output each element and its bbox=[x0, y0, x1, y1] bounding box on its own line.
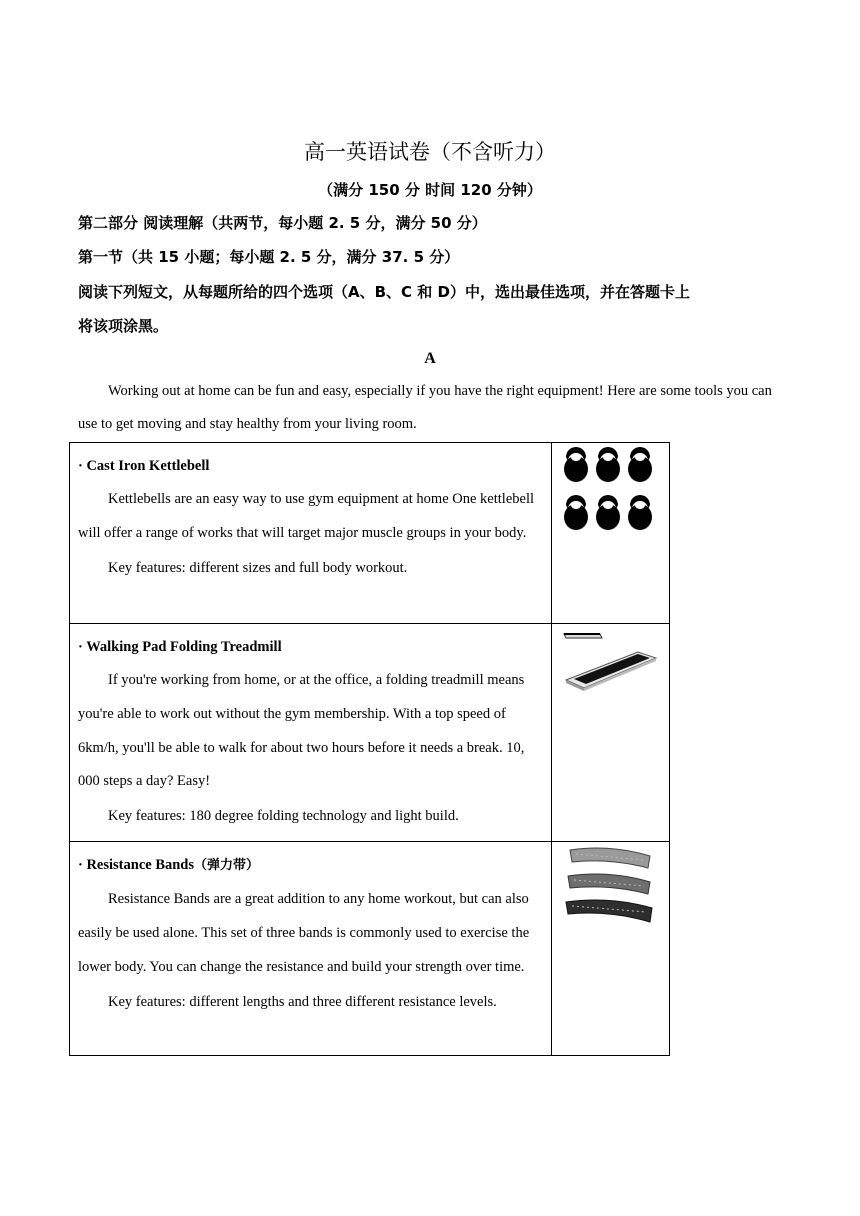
resistance-bands-icon bbox=[560, 842, 660, 932]
product-text-cell bbox=[70, 842, 552, 1056]
product-key-features: Key features: different sizes and full body workout. bbox=[108, 559, 408, 576]
product-name bbox=[78, 848, 543, 883]
product-key-features: Key features: 180 degree folding technology and light build. bbox=[108, 808, 459, 825]
product-name bbox=[78, 449, 543, 483]
resistance-bands-image bbox=[552, 842, 669, 932]
product-text-cell bbox=[70, 624, 552, 842]
table-row bbox=[70, 842, 670, 1056]
product-table bbox=[69, 442, 670, 1056]
directions-line-2: 将该项涂黑。 bbox=[78, 317, 169, 335]
product-name-chinese: （弹力带） bbox=[194, 858, 260, 874]
passage-intro bbox=[78, 375, 780, 441]
product-description: Kettlebells are an easy way to use gym equipment at home One kettlebell will offer a range of works that will target major muscle groups in your body. bbox=[78, 491, 535, 541]
product-description: If you're working from home, or at the office, a folding treadmill means you're able to work out without the gym membership. With a top speed of 6km/h, you'll be able to walk for about two hours before it needs a break. 10, 000 steps a day? Easy! bbox=[78, 672, 525, 790]
product-image-cell bbox=[551, 842, 669, 1056]
table-row bbox=[70, 624, 670, 842]
product-name-text: · Cast Iron Kettlebell bbox=[78, 458, 210, 474]
page-title: 高一英语试卷（不含听力） bbox=[304, 140, 556, 164]
product-key-features: Key features: different lengths and three different resistance levels. bbox=[108, 993, 497, 1010]
page-subtitle: （满分 150 分 时间 120 分钟） bbox=[318, 181, 542, 199]
kettlebell-icon bbox=[560, 443, 660, 543]
product-name-text: · Walking Pad Folding Treadmill bbox=[78, 639, 282, 655]
product-name-text: · Resistance Bands bbox=[78, 857, 195, 874]
part-heading: 第二部分 阅读理解（共两节，每小题 2. 5 分，满分 50 分） bbox=[78, 214, 487, 232]
product-text-cell bbox=[70, 443, 552, 624]
section-heading: 第一节（共 15 小题；每小题 2. 5 分，满分 37. 5 分） bbox=[78, 248, 460, 266]
kettlebells-image bbox=[552, 443, 669, 543]
passage-letter: A bbox=[424, 350, 436, 367]
treadmill-image bbox=[552, 624, 669, 704]
passage-intro-text: Working out at home can be fun and easy, especially if you have the right equipment! Here are some tools you can use to get moving and stay healthy from your living room. bbox=[78, 383, 772, 432]
product-description: Resistance Bands are a great addition to any home workout, but can also easily be used alone. This set of three bands is commonly used to exercise the lower body. You can change the resistance and build your strength over time. bbox=[78, 891, 530, 975]
directions-line-1: 阅读下列短文，从每题所给的四个选项（A、B、C 和 D）中，选出最佳选项，并在答题卡上 bbox=[78, 283, 690, 301]
product-name bbox=[78, 630, 543, 664]
treadmill-icon bbox=[560, 624, 660, 704]
product-image-cell bbox=[551, 624, 669, 842]
table-row bbox=[70, 443, 670, 624]
product-image-cell bbox=[551, 443, 669, 624]
